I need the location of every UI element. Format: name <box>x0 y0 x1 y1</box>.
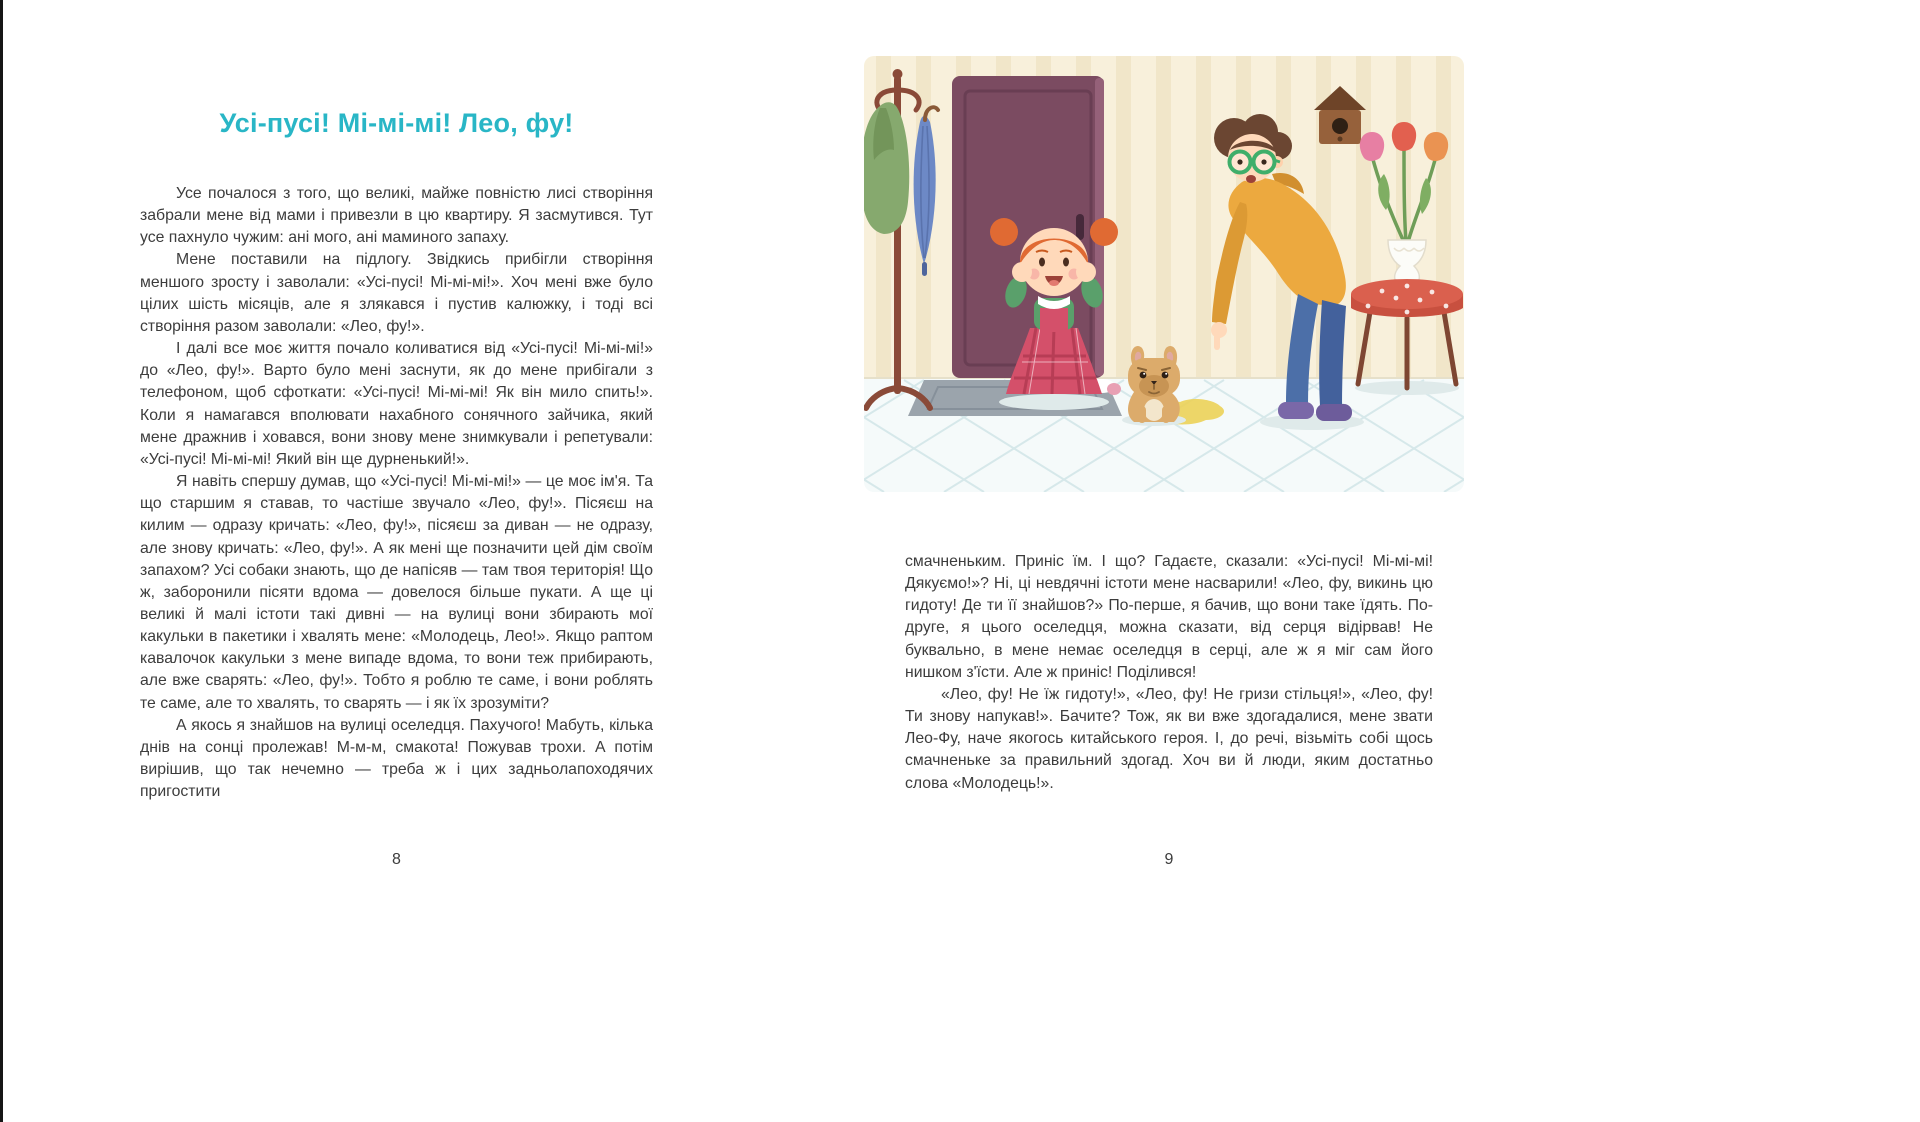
story-paragraph: А якось я знайшов на вулиці оселедця. Пахучого! Мабуть, кілька днів на сонці пролежав! М-м-м, смакота! Пожував трохи. А потім вирішив, що так нечемно — треба ж і цих задньолапоходячих пригостити <box>140 716 653 801</box>
page-number: 9 <box>1164 851 1174 868</box>
left-text-block <box>140 183 653 803</box>
pointing-finger-icon <box>1214 334 1220 350</box>
glasses-icon <box>1230 152 1281 173</box>
story-paragraph: Я навіть спершу думав, що «Усі-пусі! Мі-мі-мі!» — це моє ім'я. Та що старшим я ставав, то частіше звучало «Лео, фу!». Пісяєш на килим — одразу кричать: «Лео, фу!», пісяєш за диван — не одразу, але знову кричать: «Лео, фу!». А як мені ще позначити цей дім своїм запахом? Усі собаки знають, що де напісяв — там твоя територія! Що ж, заборонили пісяти вдома — довелося більше пукати. А ще ці великі й малі істоти такі дивні — на вулиці вони збирають мої какульки в пакетики і хвалять мене: «Молодець, Лео!». Якщо раптом кавалочок какульки з мене випаде вдома, то вони теж прибирають, але вже сварять: «Лео, фу!». Тобто я роблю те саме, і вони роблять те саме, але то хвалять, то сварять — і як їх зрозуміти? <box>140 473 653 712</box>
door-illustration <box>952 76 1104 378</box>
story-paragraph: «Лео, фу! Не їж гидоту!», «Лео, фу! Не гризи стільця!», «Лео, фу! Ти знову напукав!». Бачите? Тож, як ви вже здогадалися, мене звати Лео-Фу, наче якогось китайського героя. І, до речі, візьміть собі щось смачненьке за правильний здогад. Хоч ви й люди, яким достатньо слова «Молодець!». <box>905 685 1433 792</box>
page-edge-shadow <box>0 0 3 1122</box>
story-paragraph: І далі все моє життя почало коливатися від «Усі-пусі! Мі-мі-мі!» до «Лео, фу!». Варто було мені заснути, як до мене прибігали з телефоном, щоб сфоткати: «Усі-пусі! Мі-мі-мі! Як він мило спить!». Коли я намагався вполювати нахабного сонячного зайчика, який мене дражнив і ховався, вони знову мене знимкували і репетували: «Усі-пусі! Мі-мі-мі! Який він ще дурненький!». <box>140 340 653 468</box>
story-title: Усі-пусі! Мі-мі-мі! Лео, фу! <box>219 108 574 138</box>
door-handle-icon <box>1076 214 1084 240</box>
story-paragraph: смачненьким. Приніс їм. І що? Гадаєте, сказали: «Усі-пусі! Мі-мі-мі! Дякуємо!»? Ні, ці невдячні істоти мене насварили! «Лео, фу, викинь цю гидоту! Де ти її знайшов?» По-перше, я бачив, що вони таке їдять. По-друге, я цього оселедця, можна сказати, від серця відірвав! Не буквально, в мене немає оселедця в серці, але ж я міг сам його нишком з'їсти. Але ж приніс! Поділився! <box>905 553 1433 681</box>
story-paragraph: Мене поставили на підлогу. Звідкись прибігли створіння меншого зросту і заволали: «Усі-пусі! Мі-мі-мі!». Хоч мені вже було цілих шість місяців, але я злякався і пустив калюжку, і тоді всі створіння разом заволали: «Лео, фу!». <box>140 251 653 335</box>
right-text-block <box>905 551 1433 795</box>
hallway-illustration <box>864 56 1464 492</box>
page-number: 8 <box>392 851 401 868</box>
story-paragraph: Усе почалося з того, що великі, майже повністю лисі створіння забрали мене від мами і привезли в цю квартиру. Я засмутився. Тут усе пахнуло чужим: ані мого, ані маминого запаху. <box>140 185 653 247</box>
illustration-frame <box>864 56 1464 492</box>
coat-illustration <box>864 102 909 234</box>
